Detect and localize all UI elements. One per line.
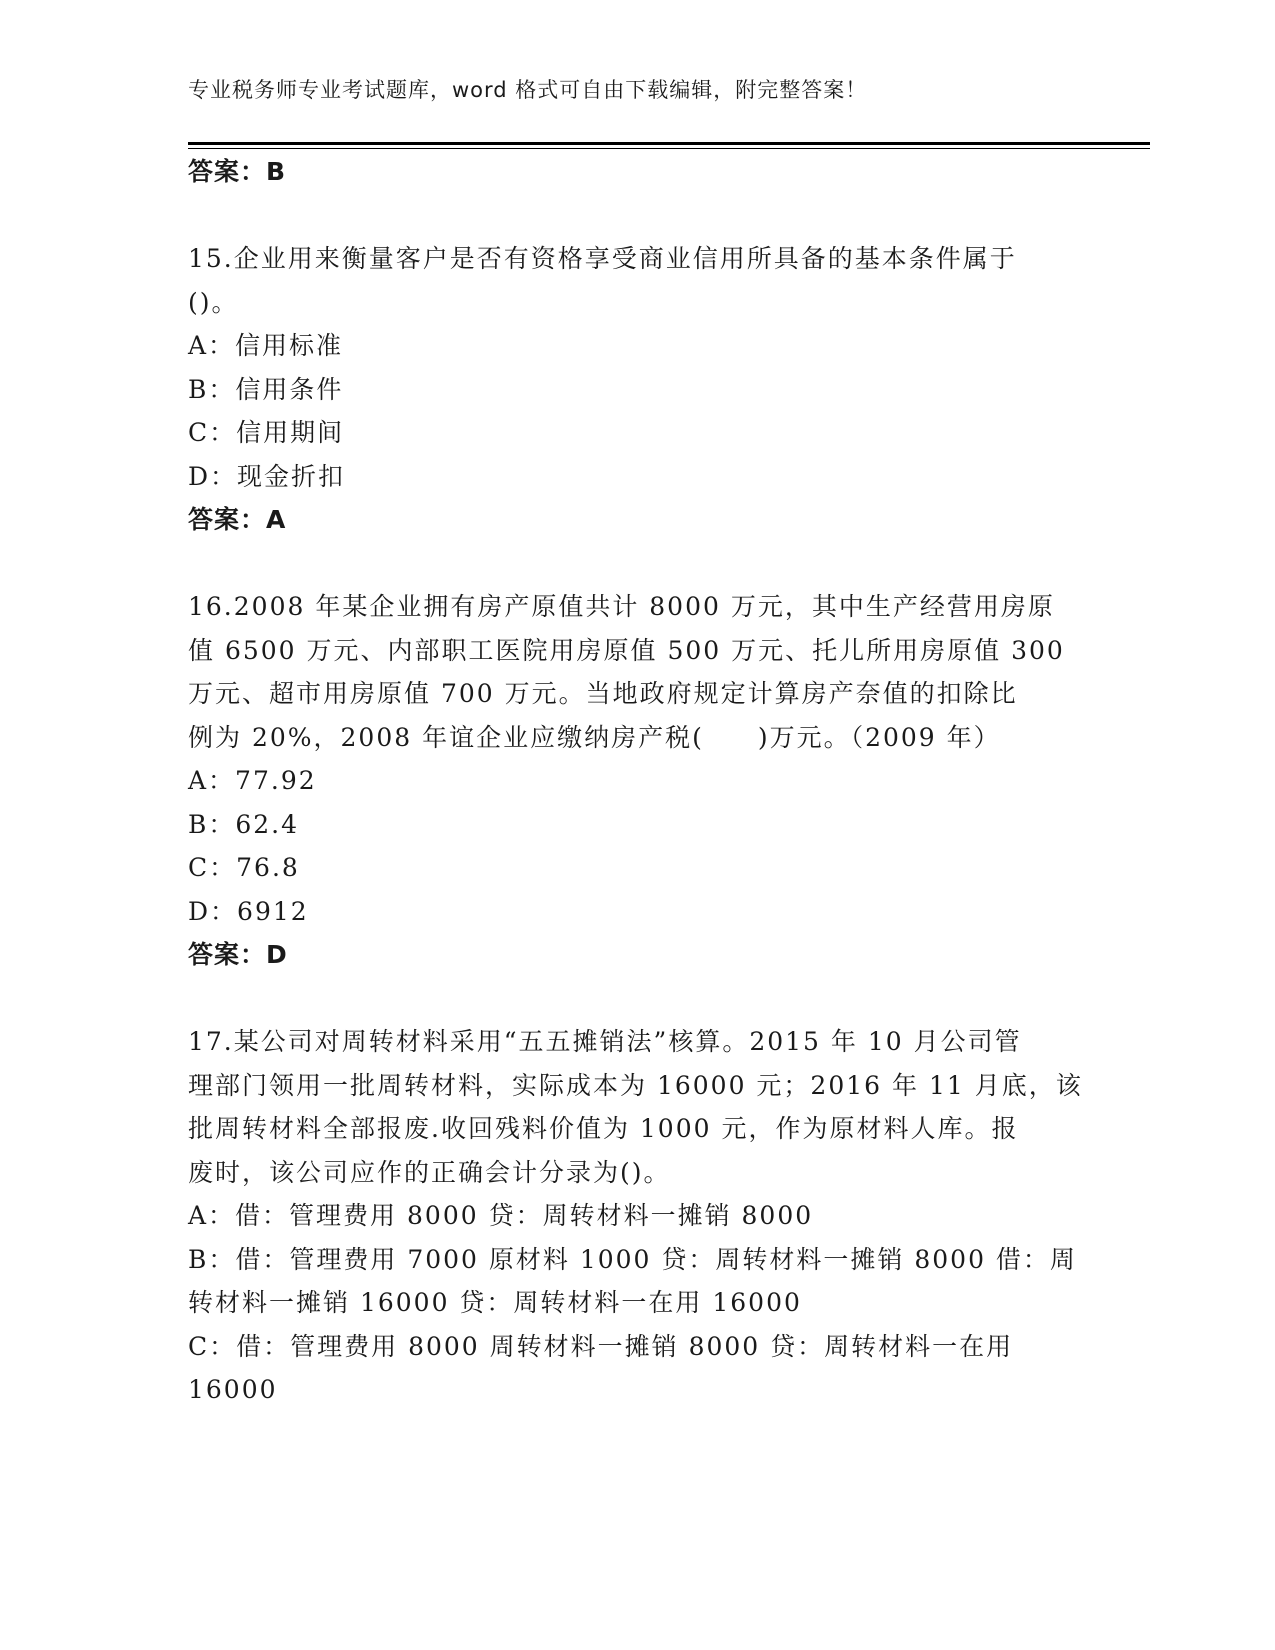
answer-line: 答案：A <box>188 505 287 534</box>
page-header: 专业税务师专业考试题库，word 格式可自由下载编辑，附完整答案！ <box>188 78 868 102</box>
option-line: B：借：管理费用 7000 原材料 1000 贷：周转材料一摊销 8000 借：周 <box>188 1245 1077 1274</box>
option-line: C：信用期间 <box>188 418 345 447</box>
header-rule-thick <box>188 142 1150 145</box>
answer-line: 答案：D <box>188 940 288 969</box>
option-line: 转材料一摊销 16000 贷：周转材料一在用 16000 <box>188 1288 802 1317</box>
question-stem-line: 批周转材料全部报废.收回残料价值为 1000 元，作为原材料人库。报 <box>188 1114 1019 1143</box>
answer-line: 答案：B <box>188 157 287 186</box>
question-stem-line: 16.2008 年某企业拥有房产原值共计 8000 万元，其中生产经营用房原 <box>188 592 1055 621</box>
option-line: C：借：管理费用 8000 周转材料一摊销 8000 贷：周转材料一在用 <box>188 1332 1014 1361</box>
option-line: A：信用标准 <box>188 331 344 360</box>
question-stem-line: ()。 <box>188 288 239 317</box>
header-rule-thin <box>188 148 1150 149</box>
option-line: B：62.4 <box>188 810 300 839</box>
question-stem-line: 理部门领用一批周转材料，实际成本为 16000 元；2016 年 11 月底，该 <box>188 1071 1083 1100</box>
question-stem-line: 值 6500 万元、内部职工医院用房原值 500 万元、托儿所用房原值 300 <box>188 636 1065 665</box>
option-line: A：借：管理费用 8000 贷：周转材料一摊销 8000 <box>188 1201 814 1230</box>
question-stem-line: 废时，该公司应作的正确会计分录为()。 <box>188 1158 671 1187</box>
option-line: C：76.8 <box>188 853 300 882</box>
option-line: B：信用条件 <box>188 375 344 404</box>
option-line: D：6912 <box>188 897 309 926</box>
question-stem-line: 万元、超市用房原值 700 万元。当地政府规定计算房产奈值的扣除比 <box>188 679 1018 708</box>
question-stem-line: 17.某公司对周转材料采用“五五摊销法”核算。2015 年 10 月公司管 <box>188 1027 1022 1056</box>
option-line: A：77.92 <box>188 766 317 795</box>
option-line: D：现金折扣 <box>188 462 346 491</box>
option-line: 16000 <box>188 1375 278 1404</box>
question-stem-line: 例为 20%，2008 年谊企业应缴纳房产税( )万元。（2009 年） <box>188 723 1001 752</box>
question-stem-line: 15.企业用来衡量客户是否有资格享受商业信用所具备的基本条件属于 <box>188 244 1017 273</box>
